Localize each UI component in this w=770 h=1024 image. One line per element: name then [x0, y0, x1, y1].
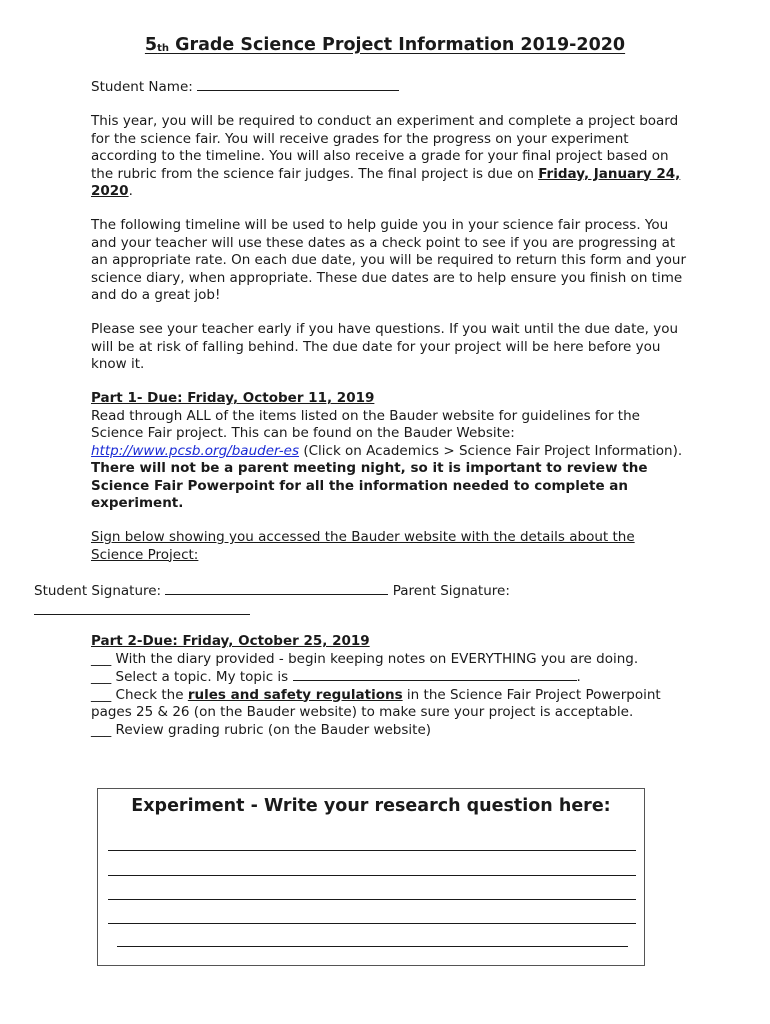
part1-body — [91, 408, 691, 513]
final-due-date: Friday, January 24, 2020 — [91, 165, 681, 199]
intro-paragraph-3: Please see your teacher early if you have questions. If you wait until the due date, you will be at risk of falling behind. The due date for your project will be here before you know it. — [91, 321, 679, 372]
student-signature-field[interactable] — [165, 582, 388, 595]
student-name-row — [91, 78, 691, 97]
parent-signature-label: Parent Signature: — [388, 583, 510, 599]
answer-line-2[interactable] — [108, 875, 636, 876]
sign-instruction: Sign below showing you accessed the Bauder website with the details about the Science Project: — [91, 529, 635, 563]
research-question-title: Experiment - Write your research question here: — [131, 796, 611, 816]
student-signature-label: Student Signature: — [34, 583, 166, 599]
part2-heading: Part 2-Due: Friday, October 25, 2019 — [91, 633, 370, 649]
part1-note: There will not be a parent meeting night, so it is important to review the Science Fair Powerpoint for all the information needed to complete an experiment. — [91, 460, 648, 511]
topic-field[interactable] — [293, 668, 577, 681]
page-title — [0, 34, 770, 59]
signature-row — [34, 582, 734, 601]
topic-text: ___ Select a topic. My topic is — [91, 669, 293, 685]
answer-line-3[interactable] — [108, 899, 636, 900]
bauder-website-link[interactable]: http://www.pcsb.org/bauder-es — [91, 442, 300, 459]
part2-item-rules — [91, 687, 691, 722]
intro-text-1-end: . — [128, 183, 133, 199]
part2-item-diary: ___ With the diary provided - begin keeping notes on EVERYTHING you are doing. — [91, 650, 639, 667]
title-number: 5 — [144, 35, 158, 55]
part1-section — [91, 390, 691, 513]
rules-text-end: in the Science Fair Project Powerpoint pages 25 & 26 (on the Bauder website) to make sure your project is acceptable. — [91, 686, 661, 720]
part1-text: Read through ALL of the items listed on the Bauder website for guidelines for the Science Fair project. This can be found on the Bauder Website: — [91, 407, 640, 441]
title-superscript: th — [157, 43, 169, 54]
parent-signature-field[interactable] — [34, 614, 250, 615]
answer-line-1[interactable] — [108, 850, 636, 851]
student-name-field[interactable] — [197, 78, 399, 91]
part1-heading: Part 1- Due: Friday, October 11, 2019 — [91, 390, 375, 406]
rules-text: ___ Check the — [91, 686, 188, 703]
answer-line-4[interactable] — [108, 923, 636, 924]
student-name-label: Student Name: — [91, 79, 198, 95]
part2-section — [91, 633, 691, 739]
rules-emphasis: rules and safety regulations — [187, 686, 403, 703]
answer-line-5[interactable] — [117, 946, 628, 947]
part2-item-topic — [91, 668, 691, 687]
intro-text-1: This year, you will be required to conduct an experiment and complete a project board for the science fair. You will receive grades for the progress on your experiment according to the timeline. You will also receive a grade for your final project based on the rubric from the science fair judges. The final project is due on — [91, 113, 679, 182]
intro-paragraph-2: The following timeline will be used to help guide you in your science fair process. You and your teacher will use these dates as a check point to see if you are progressing at an appropriate rate. On each due date, you will be required to return this form and your science diary, when appropriate. These due dates are to help ensure you finish on time and do a great job! — [91, 217, 687, 303]
part1-text-after-link: (Click on Academics > Science Fair Project Information). — [299, 442, 683, 459]
intro-paragraph-1 — [91, 113, 691, 201]
research-question-box — [97, 788, 645, 966]
part2-item-rubric: ___ Review grading rubric (on the Bauder website) — [91, 721, 432, 738]
topic-end: . — [576, 669, 581, 685]
title-text: Grade Science Project Information 2019-2020 — [169, 35, 626, 55]
